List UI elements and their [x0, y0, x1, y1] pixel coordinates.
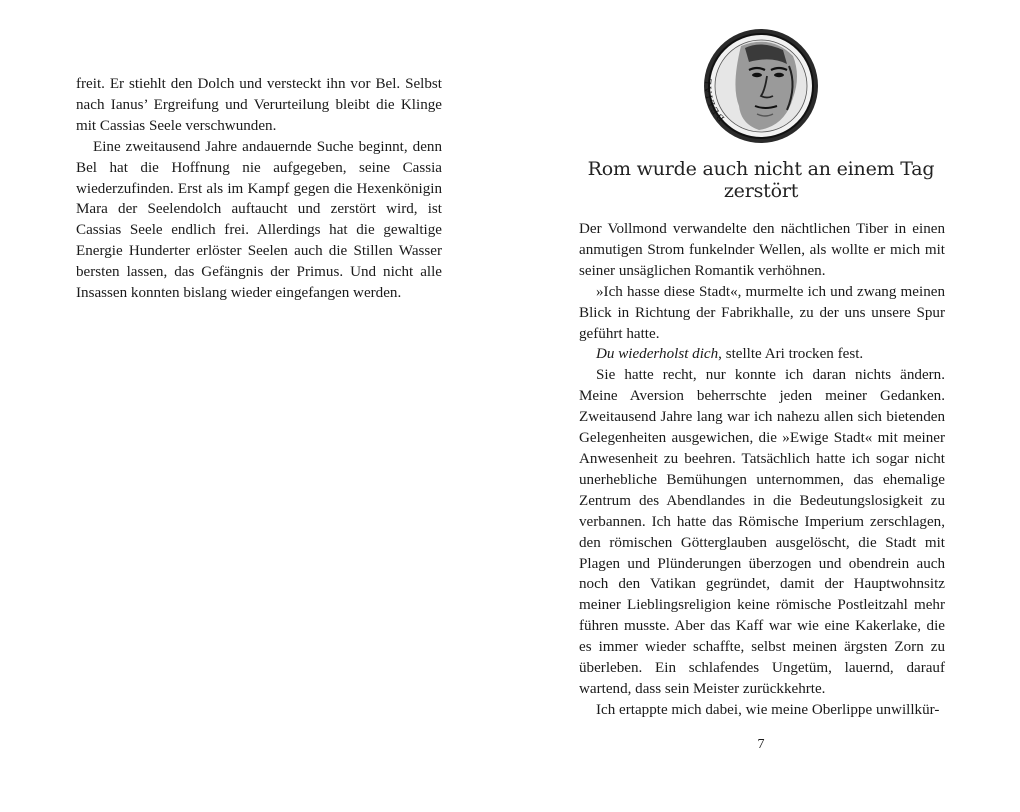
- right-page: [510, 0, 1020, 812]
- paragraph: freit. Er stiehlt den Dolch und versteckt ihn vor Bel. Selbst nach Ianus’ Ergreifung und Verurteilung bleibt die Klinge mit Cassias Seele verschwunden.: [76, 76, 442, 134]
- left-text-column: [76, 74, 442, 304]
- paragraph: [579, 344, 945, 365]
- right-text-column: [579, 219, 945, 721]
- page-number: 7: [757, 737, 765, 752]
- paragraph-text: , stellte Ari trocken fest.: [718, 346, 864, 363]
- paragraph: Ich ertappte mich dabei, wie meine Oberlippe unwillkür-: [596, 701, 940, 718]
- svg-text:BELIAL: BELIAL: [704, 76, 728, 123]
- roman-coin-face-icon: [701, 26, 821, 146]
- chapter-title: Rom wurde auch nicht an einem Tag zerstört: [587, 158, 935, 202]
- paragraph: »Ich hasse diese Stadt«, murmelte ich und zwang meinen Blick in Richtung der Fabrikhalle, zu der uns unsere Spur geführt hatte.: [579, 283, 945, 342]
- italic-text: Du wiederholst dich: [596, 346, 719, 363]
- paragraph: Der Vollmond verwandelte den nächtlichen Tiber in einen anmutigen Strom funkelnder Wellen, als wollte er mich mit seiner unsäglichen Romantik verhöhnen.: [579, 221, 945, 279]
- paragraph: Eine zweitausend Jahre andauernde Suche beginnt, denn Bel hat die Hoffnung nie aufgegeben, seine Cassia wiederzufinden. Erst als im Kampf gegen die Hexenkönigin Mara der Seelendolch auftaucht und zerstört wird, ist Cassias Seele endlich frei. Allerdings hat die gewaltige Energie Hunderter erlöster Seelen auch die Stillen Wasser bersten lassen, das Gefängnis der Primus. Und nicht alle Insassen konnten bislang wieder eingefangen werden.: [76, 138, 442, 302]
- paragraph: Sie hatte recht, nur konnte ich daran nichts ändern. Meine Aversion beherrschte jeden meiner Gedanken. Zweitausend Jahre lang war ich nahezu allen sich bietenden Gelegenheiten ausgewichen, die »Ewige Stadt« mit meiner Anwesenheit zu beehren. Tatsächlich hatte ich sogar nicht unerhebliche Bemühungen unternommen, das ehemalige Zentrum des Abendlandes in die Bedeutungslosigkeit zu verbannen. Ich hatte das Römische Imperium zerschlagen, den römischen Götterglauben ausgelöscht, die Stadt mit Plagen und Plünderungen überzogen und obendrein auch noch den Vatikan gegründet, damit der Hauptwohnsitz meiner Lieblingsreligion keine römische Postleitzahl mehr führen musste. Aber das Kaff war wie eine Kakerlake, die es immer wieder schaffte, selbst meinen ärgsten Zorn zu überleben. Ein schlafendes Ungetüm, lauernd, darauf wartend, dass sein Meister zurückkehrte.: [579, 367, 945, 697]
